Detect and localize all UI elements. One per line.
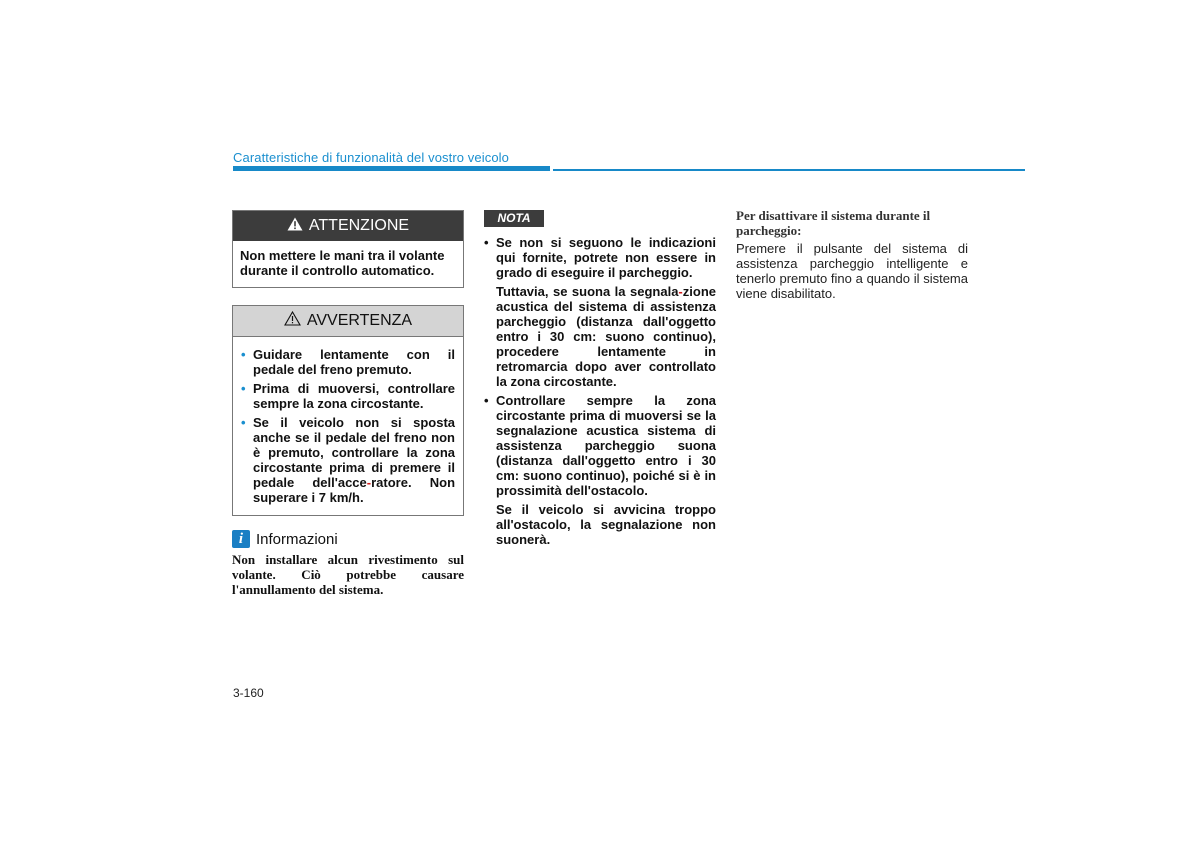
left-column [232, 210, 464, 597]
informazioni-text: Non installare alcun rivestimento sul volante. Ciò potrebbe causare l'annullamento del sistema. [232, 552, 464, 597]
disattivare-text: Premere il pulsante del sistema di assistenza parcheggio intelligente e tenerlo premuto fino a quando il sistema viene disabilitato. [736, 241, 968, 301]
nota-body [484, 235, 716, 547]
avvertenza-box [232, 305, 464, 516]
warning-triangle-filled-icon [287, 217, 303, 236]
informazioni-heading [232, 530, 464, 548]
avvertenza-header [233, 306, 463, 337]
nota-paragraph: Se il veicolo si avvicina troppo all'ostacolo, la segnalazione non suonerà. [496, 502, 716, 547]
informazioni-title: Informazioni [256, 530, 338, 548]
attenzione-header [233, 211, 463, 241]
list-item: • Prima di muoversi, controllare sempre la zona circostante. [241, 381, 455, 411]
page-number: 3-160 [233, 686, 264, 700]
warning-triangle-outline-icon [284, 311, 301, 331]
nota-tag: NOTA [484, 210, 544, 227]
middle-column [484, 209, 716, 551]
disattivare-heading: Per disattivare il sistema durante il parcheggio: [736, 208, 931, 238]
nota-paragraph: Tuttavia, se suona la segnala-zione acustica del sistema di assistenza parcheggio (distanza dall'oggetto entro i 30 cm: suono continuo), procedere lentamente in retromarcia dopo aver controllato la zona circostante. [496, 284, 716, 389]
info-icon: i [232, 530, 250, 548]
section-header-title: Caratteristiche di funzionalità del vostro veicolo [233, 150, 509, 165]
header-rule-thick [233, 166, 550, 171]
attenzione-title: ATTENZIONE [308, 217, 410, 234]
list-item: • Guidare lentamente con il pedale del freno premuto. [241, 347, 455, 377]
list-item: • Controllare sempre la zona circostante prima di muoversi se la segnalazione acustica sistema di assistenza parcheggio suona (distanza dall'oggetto entro i 30 cm: suono continuo), poiché si è in prossimità dell'ostacolo. Se il veicolo si avvicina troppo all'ostacolo, la segnalazione non suonerà. [484, 393, 716, 547]
attenzione-box [232, 210, 464, 288]
list-item: • Se il veicolo non si sposta anche se il pedale del freno non è premuto, controllare la zona circostante prima di premere il pedale dell'acce-ratore. Non superare i 7 km/h. [241, 415, 456, 505]
header-rule-thin [553, 169, 1025, 171]
list-item: • Se non si seguono le indicazioni qui fornite, potrete non essere in grado di eseguire il parcheggio. Tuttavia, se suona la segnala-zione acustica del sistema di assistenza parcheggio (distanza dall'oggetto entro i 30 cm: suono continuo), procedere lentamente in retromarcia dopo aver controllato la zona circostante. [484, 235, 716, 389]
attenzione-text: Non mettere le mani tra il volante durante il controllo automatico. [240, 248, 445, 278]
right-column [736, 208, 968, 301]
avvertenza-body [233, 337, 463, 515]
avvertenza-title: AVVERTENZA [306, 312, 413, 329]
